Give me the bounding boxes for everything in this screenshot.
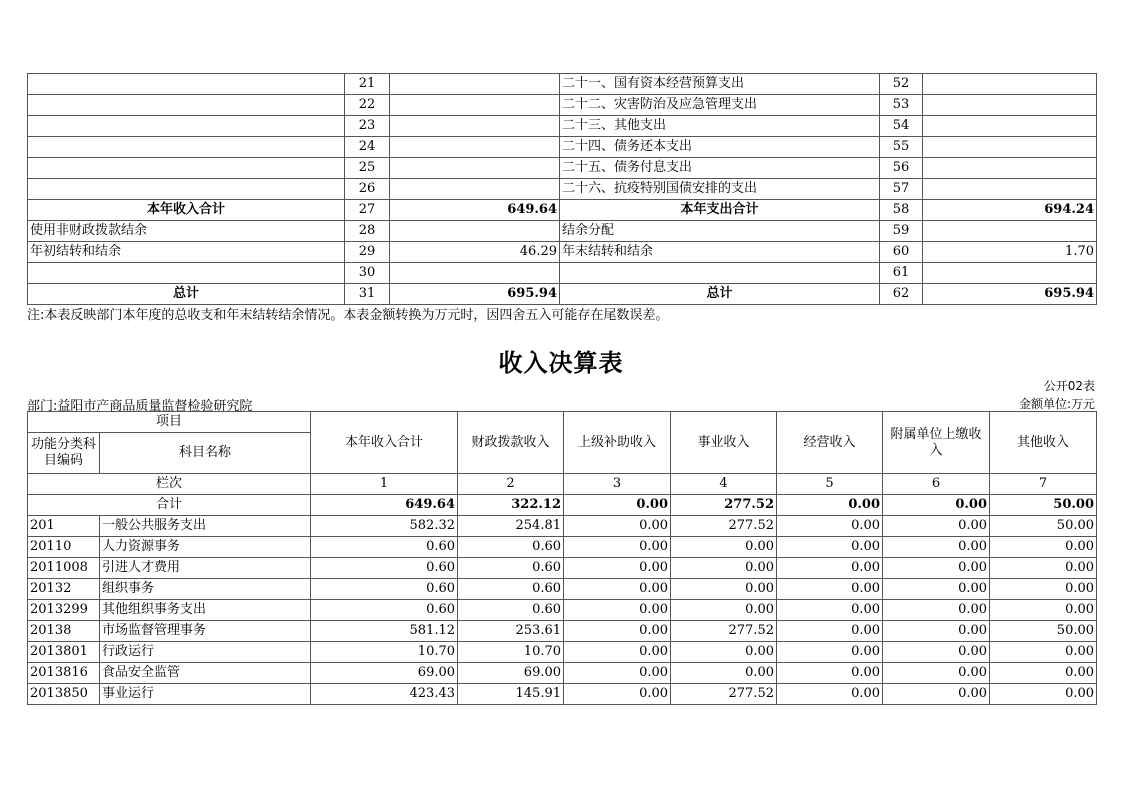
amount-cell: 277.52 bbox=[671, 621, 777, 642]
amount-cell: 0.00 bbox=[777, 684, 883, 705]
amount-cell: 0.00 bbox=[564, 663, 671, 684]
income-amount bbox=[390, 158, 560, 179]
amount-cell: 0.00 bbox=[671, 600, 777, 621]
expense-item-label: 年末结转和结余 bbox=[560, 242, 880, 263]
col-no: 5 bbox=[777, 474, 883, 495]
table-row bbox=[28, 558, 1097, 579]
amount-cell: 0.00 bbox=[883, 537, 990, 558]
income-line-no: 23 bbox=[345, 116, 390, 137]
amount-cell: 0.60 bbox=[311, 558, 458, 579]
amount-cell: 0.00 bbox=[883, 600, 990, 621]
income-item-label bbox=[28, 95, 345, 116]
expense-line-no: 52 bbox=[880, 74, 923, 95]
header-col-1: 本年收入合计 bbox=[311, 412, 458, 474]
summary-table bbox=[27, 73, 1097, 305]
subject-name: 人力资源事务 bbox=[100, 537, 311, 558]
amount-cell: 582.32 bbox=[311, 516, 458, 537]
amount-cell: 0.60 bbox=[311, 579, 458, 600]
amount-cell: 0.00 bbox=[883, 516, 990, 537]
expense-item-label: 本年支出合计 bbox=[560, 200, 880, 221]
summary-row bbox=[28, 95, 1097, 116]
expense-line-no: 58 bbox=[880, 200, 923, 221]
expense-item-label: 二十二、灾害防治及应急管理支出 bbox=[560, 95, 880, 116]
subject-name: 其他组织事务支出 bbox=[100, 600, 311, 621]
income-line-no: 27 bbox=[345, 200, 390, 221]
total-row bbox=[28, 495, 1097, 516]
amount-cell: 0.00 bbox=[671, 642, 777, 663]
department-label: 部门:益阳市产商品质量监督检验研究院 bbox=[27, 399, 253, 414]
header-subject-name: 科目名称 bbox=[100, 433, 311, 474]
income-table-body bbox=[28, 412, 1097, 705]
amount-cell: 0.00 bbox=[883, 558, 990, 579]
expense-amount bbox=[923, 74, 1097, 95]
table-row bbox=[28, 537, 1097, 558]
income-item-label: 使用非财政拨款结余 bbox=[28, 221, 345, 242]
amount-cell: 50.00 bbox=[990, 516, 1097, 537]
expense-amount bbox=[923, 95, 1097, 116]
income-amount bbox=[390, 179, 560, 200]
amount-cell: 0.60 bbox=[458, 600, 564, 621]
expense-amount bbox=[923, 221, 1097, 242]
subject-name: 行政运行 bbox=[100, 642, 311, 663]
expense-item-label: 二十五、债务付息支出 bbox=[560, 158, 880, 179]
income-line-no: 21 bbox=[345, 74, 390, 95]
amount-cell: 0.00 bbox=[564, 579, 671, 600]
table-row bbox=[28, 579, 1097, 600]
summary-row bbox=[28, 158, 1097, 179]
table-row bbox=[28, 642, 1097, 663]
amount-cell: 50.00 bbox=[990, 621, 1097, 642]
amount-cell: 0.00 bbox=[990, 558, 1097, 579]
subject-name: 市场监督管理事务 bbox=[100, 621, 311, 642]
expense-line-no: 59 bbox=[880, 221, 923, 242]
col-no-row bbox=[28, 474, 1097, 495]
total-value: 322.12 bbox=[458, 495, 564, 516]
table-code: 公开02表 bbox=[1043, 379, 1095, 393]
col-no: 4 bbox=[671, 474, 777, 495]
header-col-7: 其他收入 bbox=[990, 412, 1097, 474]
amount-cell: 0.00 bbox=[990, 537, 1097, 558]
income-line-no: 24 bbox=[345, 137, 390, 158]
amount-cell: 0.00 bbox=[671, 558, 777, 579]
amount-cell: 581.12 bbox=[311, 621, 458, 642]
amount-cell: 0.00 bbox=[777, 579, 883, 600]
income-line-no: 22 bbox=[345, 95, 390, 116]
expense-line-no: 60 bbox=[880, 242, 923, 263]
func-code: 201 bbox=[28, 516, 100, 537]
summary-table-body bbox=[28, 74, 1097, 305]
amount-cell: 0.00 bbox=[564, 600, 671, 621]
amount-cell: 0.60 bbox=[458, 558, 564, 579]
income-item-label: 年初结转和结余 bbox=[28, 242, 345, 263]
amount-cell: 0.00 bbox=[990, 642, 1097, 663]
expense-item-label: 二十六、抗疫特别国债安排的支出 bbox=[560, 179, 880, 200]
table-row bbox=[28, 600, 1097, 621]
amount-cell: 0.00 bbox=[777, 516, 883, 537]
header-col-3: 上级补助收入 bbox=[564, 412, 671, 474]
expense-item-label: 二十一、国有资本经营预算支出 bbox=[560, 74, 880, 95]
income-item-label bbox=[28, 179, 345, 200]
amount-cell: 0.00 bbox=[777, 663, 883, 684]
summary-row bbox=[28, 200, 1097, 221]
expense-item-label: 总计 bbox=[560, 284, 880, 305]
income-line-no: 25 bbox=[345, 158, 390, 179]
amount-cell: 10.70 bbox=[311, 642, 458, 663]
income-line-no: 30 bbox=[345, 263, 390, 284]
func-code: 20132 bbox=[28, 579, 100, 600]
total-value: 50.00 bbox=[990, 495, 1097, 516]
amount-cell: 0.00 bbox=[883, 642, 990, 663]
func-code: 2011008 bbox=[28, 558, 100, 579]
income-item-label: 本年收入合计 bbox=[28, 200, 345, 221]
func-code: 20110 bbox=[28, 537, 100, 558]
subject-name: 一般公共服务支出 bbox=[100, 516, 311, 537]
amount-cell: 145.91 bbox=[458, 684, 564, 705]
expense-line-no: 56 bbox=[880, 158, 923, 179]
expense-amount bbox=[923, 263, 1097, 284]
income-amount: 695.94 bbox=[390, 284, 560, 305]
income-item-label bbox=[28, 74, 345, 95]
amount-cell: 0.60 bbox=[311, 537, 458, 558]
expense-line-no: 62 bbox=[880, 284, 923, 305]
expense-item-label: 二十三、其他支出 bbox=[560, 116, 880, 137]
income-item-label bbox=[28, 137, 345, 158]
table-row bbox=[28, 684, 1097, 705]
col-no-label: 栏次 bbox=[28, 474, 311, 495]
expense-line-no: 61 bbox=[880, 263, 923, 284]
summary-row bbox=[28, 284, 1097, 305]
summary-row bbox=[28, 221, 1097, 242]
summary-row bbox=[28, 263, 1097, 284]
income-line-no: 31 bbox=[345, 284, 390, 305]
income-amount bbox=[390, 116, 560, 137]
income-line-no: 26 bbox=[345, 179, 390, 200]
expense-amount: 695.94 bbox=[923, 284, 1097, 305]
income-item-label bbox=[28, 158, 345, 179]
header-func-code: 功能分类科目编码 bbox=[28, 433, 100, 474]
total-value: 649.64 bbox=[311, 495, 458, 516]
income-amount bbox=[390, 74, 560, 95]
subject-name: 引进人才费用 bbox=[100, 558, 311, 579]
header-item: 项目 bbox=[28, 412, 311, 433]
amount-cell: 0.00 bbox=[883, 579, 990, 600]
subject-name: 食品安全监管 bbox=[100, 663, 311, 684]
table-row bbox=[28, 621, 1097, 642]
table-note: 注:本表反映部门本年度的总收支和年末结转结余情况。本表金额转换为万元时，因四舍五入可能存在尾数误差。 bbox=[27, 308, 669, 323]
amount-cell: 0.00 bbox=[564, 516, 671, 537]
amount-cell: 423.43 bbox=[311, 684, 458, 705]
func-code: 2013299 bbox=[28, 600, 100, 621]
amount-cell: 0.00 bbox=[777, 558, 883, 579]
expense-amount bbox=[923, 158, 1097, 179]
amount-cell: 0.00 bbox=[777, 600, 883, 621]
amount-cell: 0.00 bbox=[564, 684, 671, 705]
income-amount: 46.29 bbox=[390, 242, 560, 263]
amount-cell: 0.00 bbox=[564, 558, 671, 579]
amount-cell: 254.81 bbox=[458, 516, 564, 537]
subject-name: 组织事务 bbox=[100, 579, 311, 600]
expense-amount: 1.70 bbox=[923, 242, 1097, 263]
expense-item-label: 结余分配 bbox=[560, 221, 880, 242]
amount-cell: 253.61 bbox=[458, 621, 564, 642]
amount-cell: 0.00 bbox=[883, 621, 990, 642]
subject-name: 事业运行 bbox=[100, 684, 311, 705]
amount-cell: 0.00 bbox=[777, 621, 883, 642]
expense-amount bbox=[923, 137, 1097, 158]
func-code: 2013850 bbox=[28, 684, 100, 705]
header-col-2: 财政拨款收入 bbox=[458, 412, 564, 474]
amount-cell: 0.00 bbox=[671, 537, 777, 558]
col-no: 1 bbox=[311, 474, 458, 495]
header-col-6: 附属单位上缴收入 bbox=[883, 412, 990, 474]
amount-cell: 0.00 bbox=[564, 537, 671, 558]
amount-cell: 0.00 bbox=[990, 579, 1097, 600]
total-value: 0.00 bbox=[883, 495, 990, 516]
expense-line-no: 54 bbox=[880, 116, 923, 137]
amount-cell: 0.00 bbox=[564, 621, 671, 642]
page-title: 收入决算表 bbox=[498, 349, 624, 377]
total-value: 0.00 bbox=[564, 495, 671, 516]
summary-row bbox=[28, 242, 1097, 263]
amount-cell: 0.00 bbox=[883, 684, 990, 705]
income-amount: 649.64 bbox=[390, 200, 560, 221]
expense-amount bbox=[923, 116, 1097, 137]
income-item-label bbox=[28, 116, 345, 137]
table-row bbox=[28, 516, 1097, 537]
amount-cell: 0.00 bbox=[671, 579, 777, 600]
expense-item-label: 二十四、债务还本支出 bbox=[560, 137, 880, 158]
func-code: 20138 bbox=[28, 621, 100, 642]
expense-item-label bbox=[560, 263, 880, 284]
amount-cell: 0.00 bbox=[883, 663, 990, 684]
col-no: 6 bbox=[883, 474, 990, 495]
total-label: 合计 bbox=[28, 495, 311, 516]
income-amount bbox=[390, 221, 560, 242]
amount-cell: 0.00 bbox=[564, 642, 671, 663]
col-no: 2 bbox=[458, 474, 564, 495]
amount-cell: 69.00 bbox=[458, 663, 564, 684]
func-code: 2013801 bbox=[28, 642, 100, 663]
table-row bbox=[28, 663, 1097, 684]
income-item-label bbox=[28, 263, 345, 284]
amount-cell: 69.00 bbox=[311, 663, 458, 684]
amount-cell: 0.60 bbox=[458, 579, 564, 600]
summary-row bbox=[28, 74, 1097, 95]
amount-cell: 0.60 bbox=[458, 537, 564, 558]
expense-line-no: 57 bbox=[880, 179, 923, 200]
expense-amount: 694.24 bbox=[923, 200, 1097, 221]
income-amount bbox=[390, 137, 560, 158]
header-row-1 bbox=[28, 412, 1097, 433]
summary-row bbox=[28, 116, 1097, 137]
func-code: 2013816 bbox=[28, 663, 100, 684]
income-amount bbox=[390, 263, 560, 284]
amount-unit-label: 金额单位:万元 bbox=[1018, 397, 1095, 411]
income-line-no: 29 bbox=[345, 242, 390, 263]
expense-amount bbox=[923, 179, 1097, 200]
amount-cell: 0.00 bbox=[671, 663, 777, 684]
amount-cell: 10.70 bbox=[458, 642, 564, 663]
col-no: 3 bbox=[564, 474, 671, 495]
income-amount bbox=[390, 95, 560, 116]
summary-row bbox=[28, 179, 1097, 200]
income-table bbox=[27, 411, 1097, 705]
amount-cell: 277.52 bbox=[671, 684, 777, 705]
amount-cell: 0.00 bbox=[777, 642, 883, 663]
amount-cell: 0.00 bbox=[777, 537, 883, 558]
header-col-4: 事业收入 bbox=[671, 412, 777, 474]
col-no: 7 bbox=[990, 474, 1097, 495]
amount-cell: 277.52 bbox=[671, 516, 777, 537]
amount-cell: 0.00 bbox=[990, 600, 1097, 621]
income-line-no: 28 bbox=[345, 221, 390, 242]
income-item-label: 总计 bbox=[28, 284, 345, 305]
expense-line-no: 55 bbox=[880, 137, 923, 158]
header-col-5: 经营收入 bbox=[777, 412, 883, 474]
total-value: 277.52 bbox=[671, 495, 777, 516]
total-value: 0.00 bbox=[777, 495, 883, 516]
summary-row bbox=[28, 137, 1097, 158]
amount-cell: 0.00 bbox=[990, 684, 1097, 705]
amount-cell: 0.00 bbox=[990, 663, 1097, 684]
amount-cell: 0.60 bbox=[311, 600, 458, 621]
expense-line-no: 53 bbox=[880, 95, 923, 116]
